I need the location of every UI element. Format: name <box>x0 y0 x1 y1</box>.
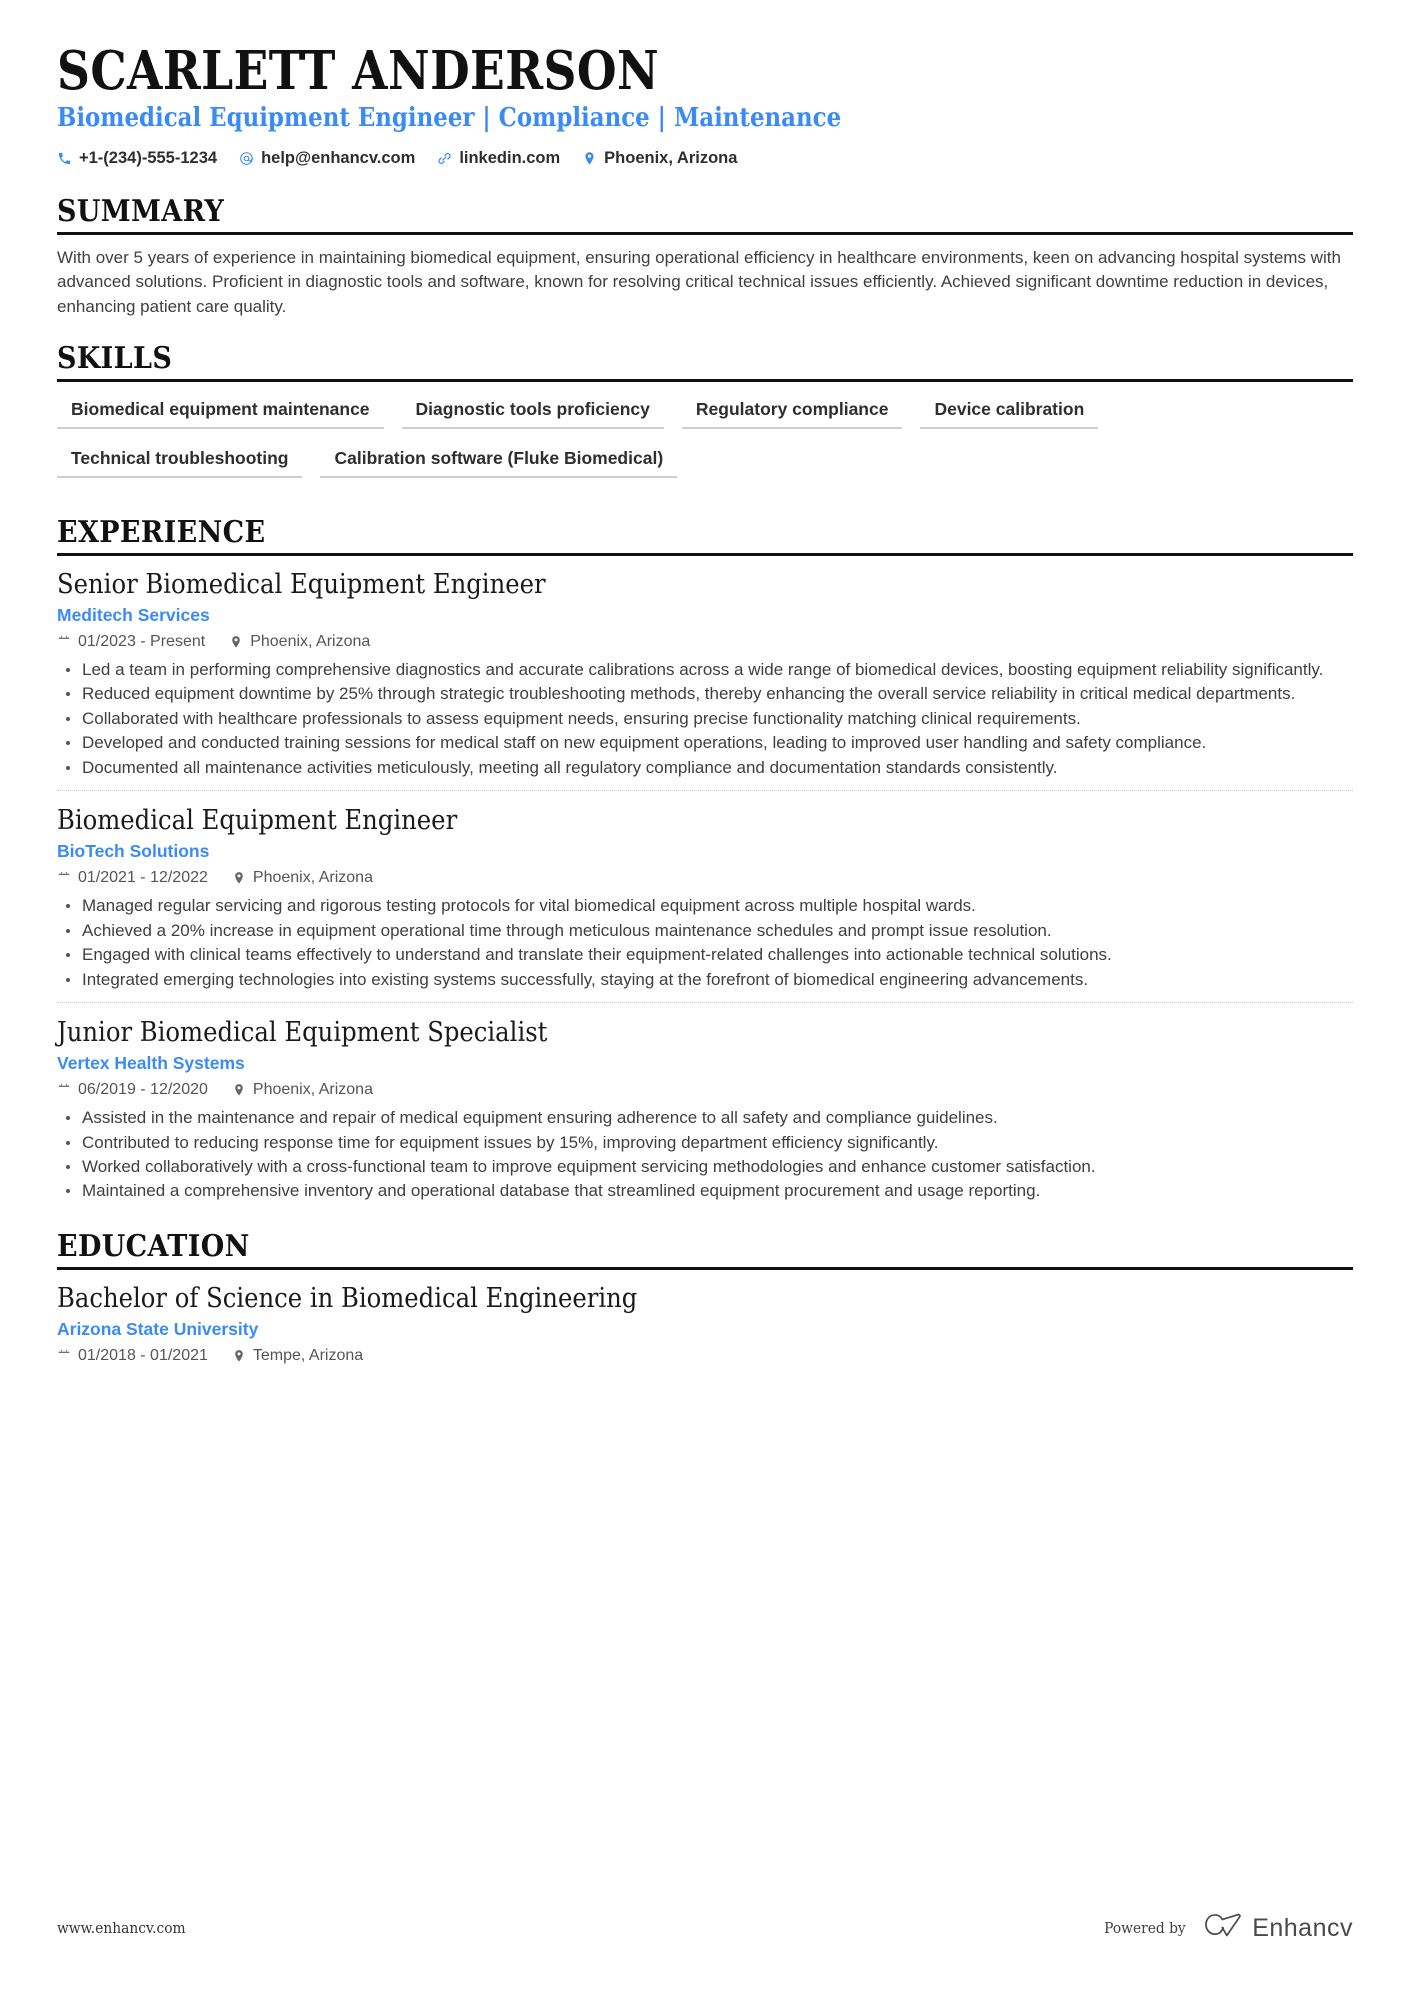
enhancv-logo-icon <box>1204 1913 1242 1943</box>
phone-icon <box>57 151 72 166</box>
contact-email-text: help@enhancv.com <box>261 149 416 168</box>
job-location-text: Phoenix, Arizona <box>252 869 373 887</box>
enhancv-brand <box>1204 1913 1353 1943</box>
skill-chip: Device calibration <box>920 393 1098 429</box>
skills-heading: SKILLS <box>57 341 173 376</box>
contact-link-text: linkedin.com <box>459 149 561 168</box>
skill-chip: Calibration software (Fluke Biomedical) <box>320 442 677 478</box>
footer-branding <box>1097 1913 1353 1943</box>
job-title: Senior Biomedical Equipment Engineer <box>57 569 546 600</box>
contact-phone[interactable] <box>57 149 217 168</box>
bullet-item: Maintained a comprehensive inventory and operational database that streamlined equipment procurement and usage reporting. <box>57 1179 1353 1202</box>
bullet-item: Collaborated with healthcare professionals to assess equipment needs, ensuring precise functionality matching clinical requirements. <box>57 707 1353 730</box>
skills-list <box>57 393 1353 491</box>
calendar-icon <box>57 635 71 649</box>
job-location <box>232 1081 373 1099</box>
summary-text: With over 5 years of experience in maintaining biomedical equipment, ensuring operational efficiency in healthcare environments, keen on advancing hospital systems with advanced solutions. Proficient in diagnostic tools and software, known for resolving critical technical issues efficiently. Achieved significant downtime reduction in devices, enhancing patient care quality. <box>57 248 1341 316</box>
section-experience <box>57 515 1353 1203</box>
bullet-item: Documented all maintenance activities meticulously, meeting all regulatory compliance and documentation standards consistently. <box>57 756 1353 779</box>
job-bullets <box>57 1106 1353 1203</box>
skill-chip: Technical troubleshooting <box>57 442 302 478</box>
job-meta <box>57 1081 1353 1099</box>
job-location <box>232 869 373 887</box>
footer-website[interactable]: www.enhancv.com <box>57 1919 186 1937</box>
summary-rule <box>57 232 1353 235</box>
education-meta <box>57 1347 1353 1365</box>
education-location-text: Tempe, Arizona <box>252 1346 364 1364</box>
job-location-text: Phoenix, Arizona <box>252 1081 373 1099</box>
calendar-icon <box>57 871 71 885</box>
link-icon <box>437 151 452 166</box>
bullet-item: Engaged with clinical teams effectively to understand and translate their equipment-related challenges into actionable technical solutions. <box>57 943 1353 966</box>
job-dates <box>57 1081 208 1099</box>
section-summary <box>57 194 1353 319</box>
job-bullets <box>57 658 1353 779</box>
bullet-item: Developed and conducted training sessions for medical staff on new equipment operations, leading to improved user handling and safety compliance. <box>57 731 1353 754</box>
contact-location <box>582 149 737 168</box>
school-name[interactable]: Arizona State University <box>57 1318 259 1339</box>
location-icon <box>229 635 243 649</box>
candidate-name: SCARLETT ANDERSON <box>57 40 660 102</box>
enhancv-brand-name: Enhancv <box>1252 1913 1353 1942</box>
bullet-item: Assisted in the maintenance and repair of medical equipment ensuring adherence to all safety and compliance guidelines. <box>57 1106 1353 1129</box>
resume-header <box>57 40 1353 168</box>
job-dates <box>57 869 208 887</box>
location-icon <box>582 151 597 166</box>
job-title: Biomedical Equipment Engineer <box>57 805 458 837</box>
experience-rule <box>57 553 1353 556</box>
job-meta <box>57 869 1353 887</box>
email-icon <box>239 151 254 166</box>
job-dates-text: 01/2023 - Present <box>78 633 206 650</box>
location-icon <box>232 871 246 885</box>
company-name[interactable]: BioTech Solutions <box>57 841 210 862</box>
bullet-item: Integrated emerging technologies into existing systems successfully, staying at the forefront of biomedical engineering advancements. <box>57 968 1353 991</box>
job-title: Junior Biomedical Equipment Specialist <box>57 1017 548 1049</box>
education-heading: EDUCATION <box>57 1228 250 1264</box>
contact-link[interactable] <box>437 149 560 168</box>
calendar-icon <box>57 1083 71 1097</box>
section-skills <box>57 341 1353 491</box>
skills-rule <box>57 379 1353 382</box>
contact-email[interactable] <box>239 149 415 168</box>
candidate-headline: Biomedical Equipment Engineer | Compliance | Maintenance <box>57 103 842 134</box>
education-entry <box>57 1281 1353 1365</box>
job-dates-text: 01/2021 - 12/2022 <box>78 869 208 887</box>
education-rule <box>57 1267 1353 1270</box>
contact-phone-text: +1-(234)-555-1234 <box>79 149 218 168</box>
bullet-item: Worked collaboratively with a cross-functional team to improve equipment servicing methodologies and enhance customer satisfaction. <box>57 1155 1353 1178</box>
education-location <box>232 1347 363 1365</box>
location-icon <box>232 1083 246 1097</box>
skill-chip: Diagnostic tools proficiency <box>402 393 664 429</box>
contact-row <box>57 149 1353 168</box>
bullet-item: Contributed to reducing response time for equipment issues by 15%, improving department efficiency significantly. <box>57 1131 1353 1154</box>
experience-entry <box>57 567 1353 779</box>
skill-chip: Biomedical equipment maintenance <box>57 393 384 429</box>
education-dates <box>57 1347 208 1365</box>
job-meta <box>57 633 1353 651</box>
bullet-item: Managed regular servicing and rigorous testing protocols for vital biomedical equipment across multiple hospital wards. <box>57 894 1353 917</box>
powered-by-label: Powered by <box>1104 1919 1187 1937</box>
experience-entry <box>57 790 1353 991</box>
job-dates <box>57 633 205 651</box>
job-dates-text: 06/2019 - 12/2020 <box>78 1081 208 1099</box>
summary-heading: SUMMARY <box>57 194 225 230</box>
education-dates-text: 01/2018 - 01/2021 <box>78 1346 208 1364</box>
company-name[interactable]: Meditech Services <box>57 605 210 625</box>
job-location <box>229 633 370 651</box>
bullet-item: Achieved a 20% increase in equipment operational time through meticulous maintenance schedules and prompt issue resolution. <box>57 919 1353 942</box>
calendar-icon <box>57 1349 71 1363</box>
bullet-item: Reduced equipment downtime by 25% through strategic troubleshooting methods, thereby enhancing the overall service reliability in critical medical departments. <box>57 682 1353 705</box>
location-icon <box>232 1349 246 1363</box>
company-name[interactable]: Vertex Health Systems <box>57 1053 245 1074</box>
degree-title: Bachelor of Science in Biomedical Engineering <box>57 1282 638 1314</box>
contact-location-text: Phoenix, Arizona <box>604 149 738 168</box>
bullet-item: Led a team in performing comprehensive diagnostics and accurate calibrations across a wide range of biomedical devices, boosting equipment reliability significantly. <box>57 658 1353 681</box>
job-bullets <box>57 894 1353 991</box>
experience-heading: EXPERIENCE <box>57 515 266 550</box>
section-education <box>57 1229 1353 1365</box>
page-footer <box>57 1913 1353 1943</box>
skill-chip: Regulatory compliance <box>682 393 903 429</box>
job-location-text: Phoenix, Arizona <box>250 633 371 650</box>
experience-entry <box>57 1002 1353 1203</box>
